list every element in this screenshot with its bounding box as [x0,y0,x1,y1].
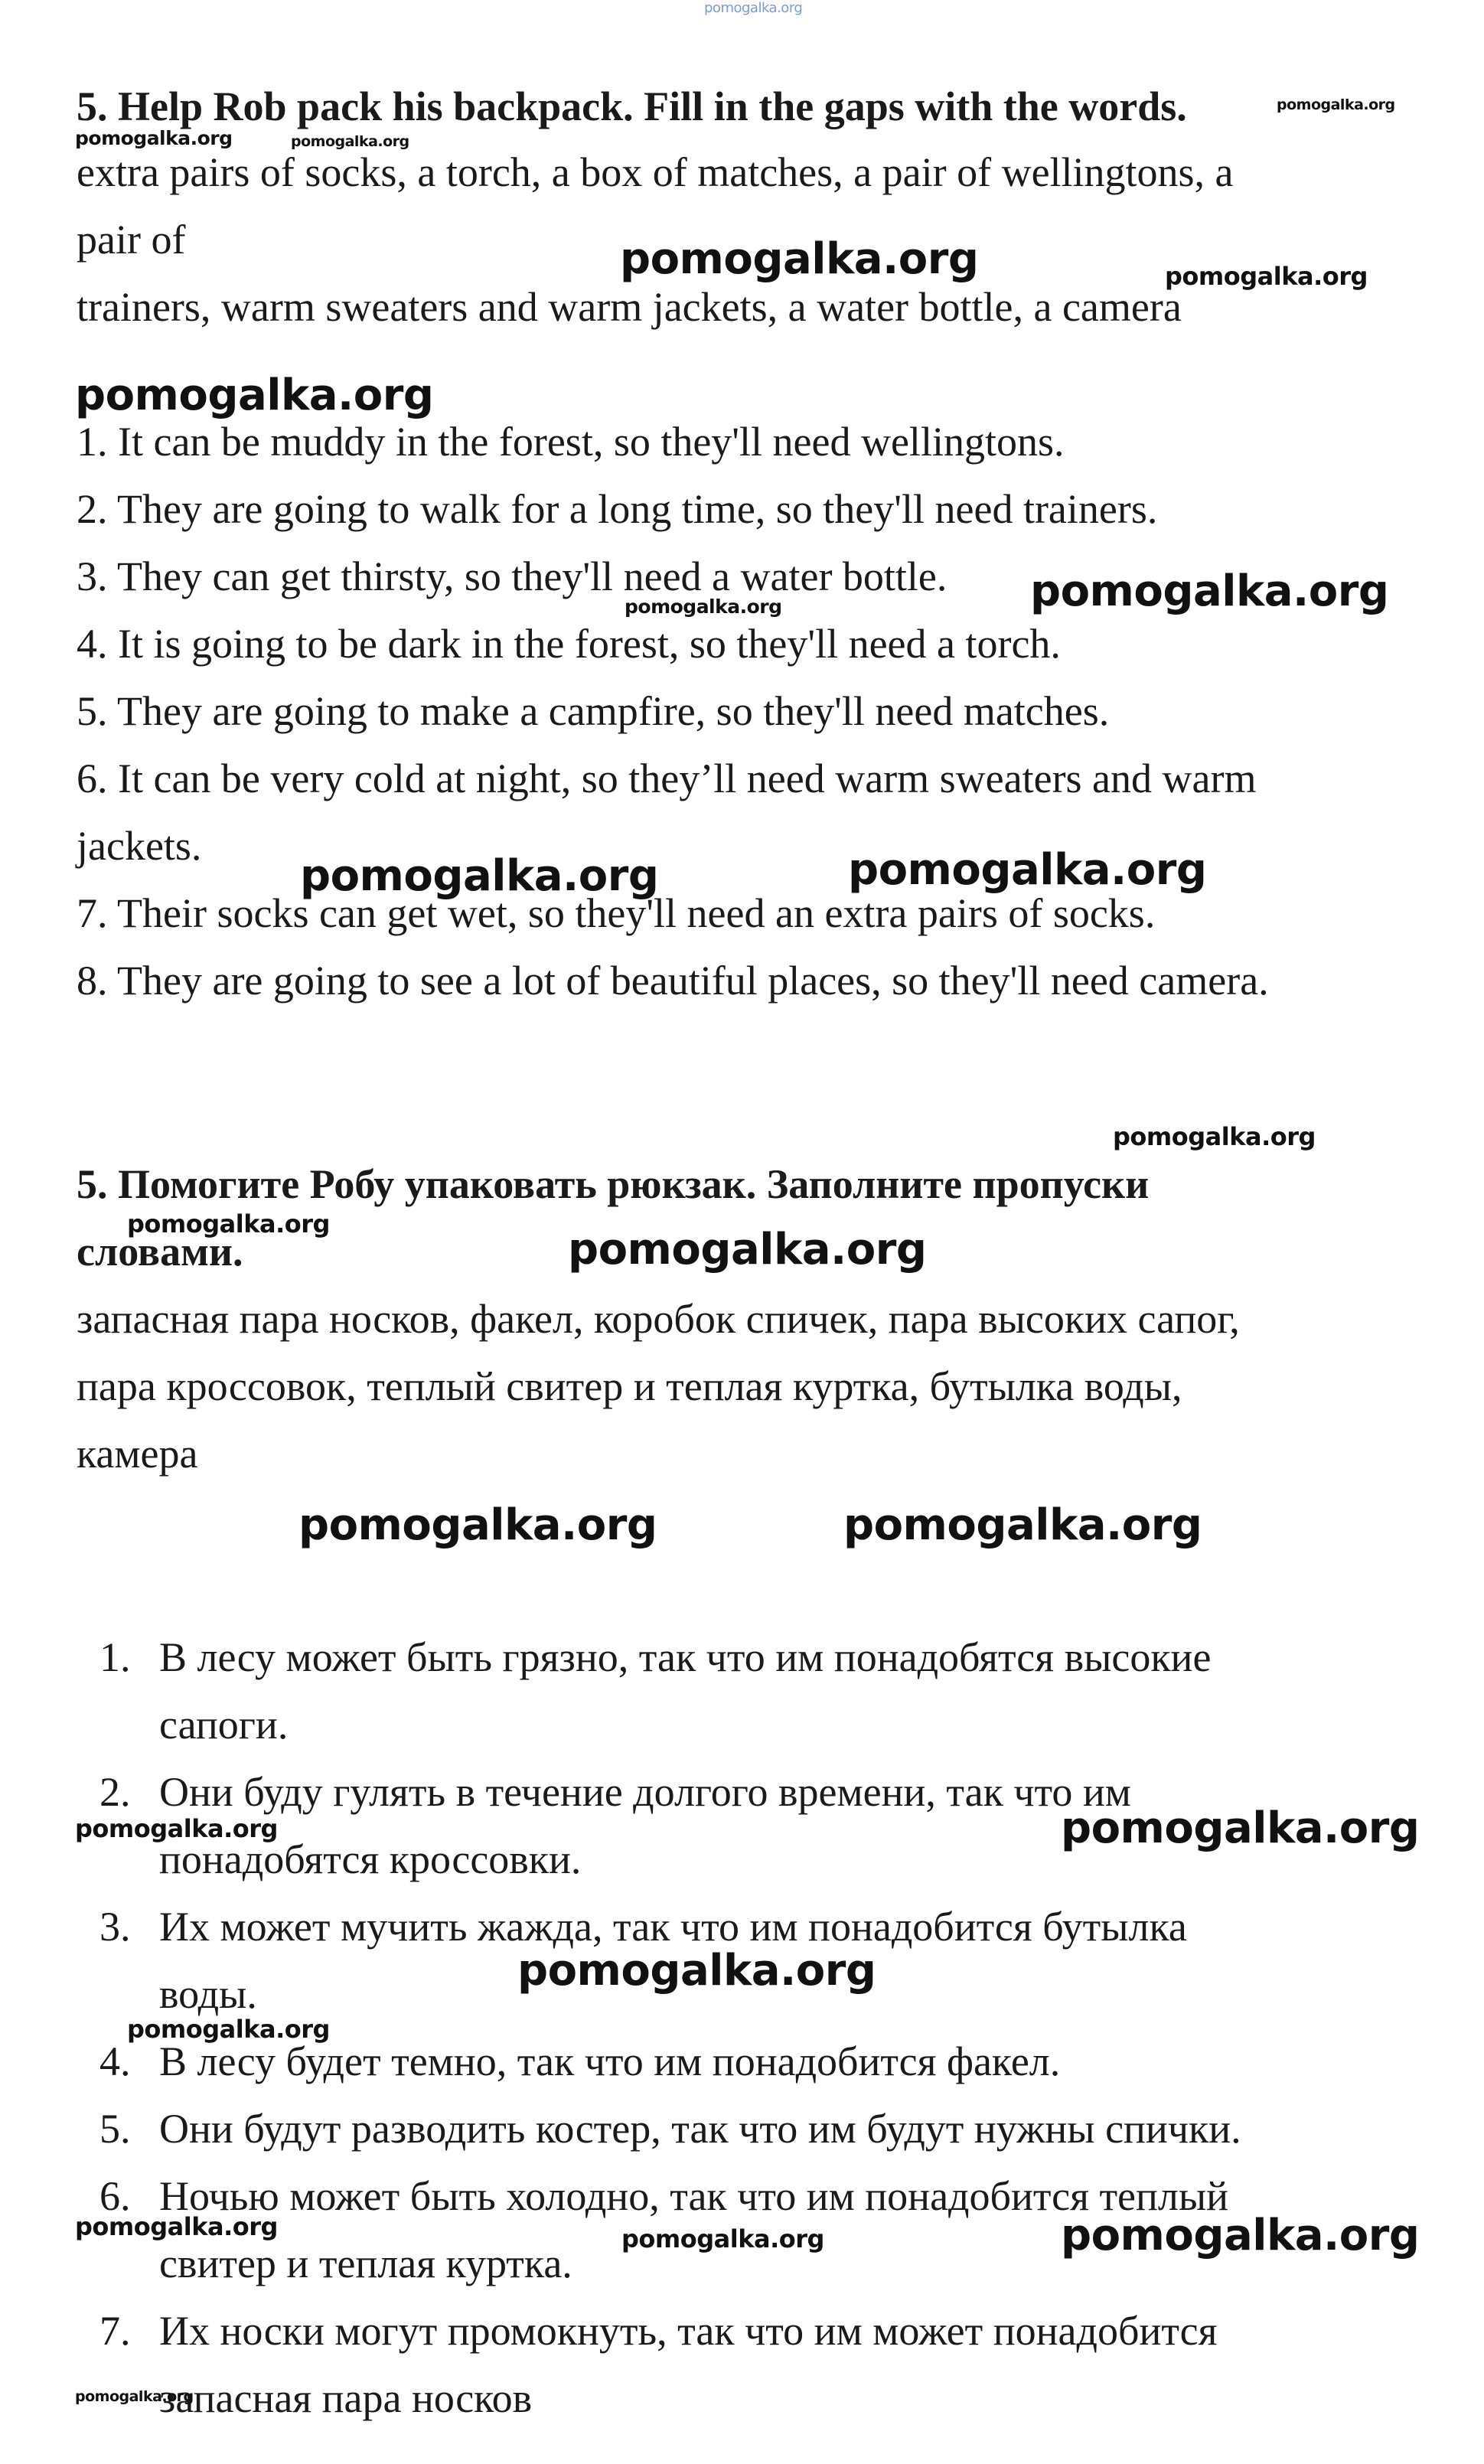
watermark: pomogalka.org [300,851,659,901]
english-sentence-6: 6. It can be very cold at night, so they’ll need warm sweaters and warm [77,756,1257,801]
watermark: pomogalka.org [1277,96,1395,113]
russian-item-4-number: 4. [99,2038,131,2084]
russian-item-6-line-2: свитер и теплая куртка. [159,2240,572,2286]
russian-item-1-line-2: сапоги. [159,1702,289,1748]
watermark-top: pomogalka.org [704,0,803,16]
russian-item-1-number: 1. [99,1634,131,1680]
watermark: pomogalka.org [127,1209,330,1239]
english-words-line-1: extra pairs of socks, a torch, a box of matches, a pair of wellingtons, a [77,149,1234,195]
english-sentence-7: 7. Their socks can get wet, so they'll need an extra pairs of socks. [77,890,1156,936]
russian-title-line-2: словами. [77,1229,243,1274]
watermark: pomogalka.org [1113,1122,1316,1151]
english-sentence-8: 8. They are going to see a lot of beautiful places, so they'll need camera. [77,958,1269,1004]
watermark: pomogalka.org [1061,1803,1420,1853]
english-words-line-3: trainers, warm sweaters and warm jackets, a water bottle, a camera [77,284,1182,330]
watermark: pomogalka.org [127,2015,330,2044]
watermark: pomogalka.org [620,234,979,284]
watermark: pomogalka.org [843,1500,1202,1550]
russian-item-3-line-2: воды. [159,1971,257,2017]
watermark: pomogalka.org [517,1946,876,1996]
watermark: pomogalka.org [75,127,233,149]
english-sentence-5: 5. They are going to make a campfire, so they'll need matches. [77,688,1110,734]
watermark: pomogalka.org [848,845,1207,895]
watermark: pomogalka.org [625,596,782,618]
watermark: pomogalka.org [75,2388,194,2405]
russian-words-line-2: пара кроссовок, теплый свитер и теплая куртка, бутылка воды, [77,1363,1182,1409]
english-words-line-2: pair of [77,217,186,263]
russian-item-5-line-1: Они будут разводить костер, так что им будут нужны спички. [159,2106,1241,2152]
watermark: pomogalka.org [568,1225,927,1274]
russian-item-2-number: 2. [99,1769,131,1815]
russian-item-2-line-1: Они буду гулять в течение долгого времени, так что им [159,1769,1131,1815]
russian-item-7-number: 7. [99,2308,131,2354]
russian-item-6-number: 6. [99,2173,131,2219]
english-sentence-2: 2. They are going to walk for a long time, so they'll need trainers. [77,486,1158,532]
russian-item-7-line-2: запасная пара носков [159,2375,533,2421]
russian-item-1-line-1: В лесу может быть грязно, так что им понадобятся высокие [159,1634,1212,1680]
watermark: pomogalka.org [298,1500,657,1550]
watermark: pomogalka.org [75,1814,278,1843]
russian-words-line-3: камера [77,1431,198,1477]
watermark: pomogalka.org [621,2224,824,2253]
watermark: pomogalka.org [1030,566,1389,616]
english-sentence-3: 3. They can get thirsty, so they'll need a water bottle. [77,553,947,599]
english-sentence-6-cont: jackets. [77,823,202,869]
russian-title-line-1: 5. Помогите Робу упаковать рюкзак. Заполните пропуски [77,1161,1150,1207]
english-sentence-4: 4. It is going to be dark in the forest, so they'll need a torch. [77,621,1061,667]
russian-item-6-line-1: Ночью может быть холодно, так что им понадобится теплый [159,2173,1229,2219]
russian-item-4-line-1: В лесу будет темно, так что им понадобится факел. [159,2038,1061,2084]
russian-item-7-line-1: Их носки могут промокнуть, так что им может понадобится [159,2308,1218,2354]
watermark: pomogalka.org [1061,2211,1420,2260]
english-sentence-1: 1. It can be muddy in the forest, so they'll need wellingtons. [77,419,1065,465]
watermark: pomogalka.org [1165,262,1368,291]
russian-item-5-number: 5. [99,2106,131,2152]
russian-words-line-1: запасная пара носков, факел, коробок спичек, пара высоких сапог, [77,1296,1240,1342]
watermark: pomogalka.org [291,133,409,150]
russian-item-2-line-2: понадобятся кроссовки. [159,1836,582,1882]
watermark: pomogalka.org [75,2212,278,2241]
english-title: 5. Help Rob pack his backpack. Fill in the gaps with the words. [77,83,1187,129]
russian-item-3-number: 3. [99,1904,131,1950]
watermark: pomogalka.org [75,370,434,420]
russian-item-3-line-1: Их может мучить жажда, так что им понадобится бутылка [159,1904,1187,1950]
